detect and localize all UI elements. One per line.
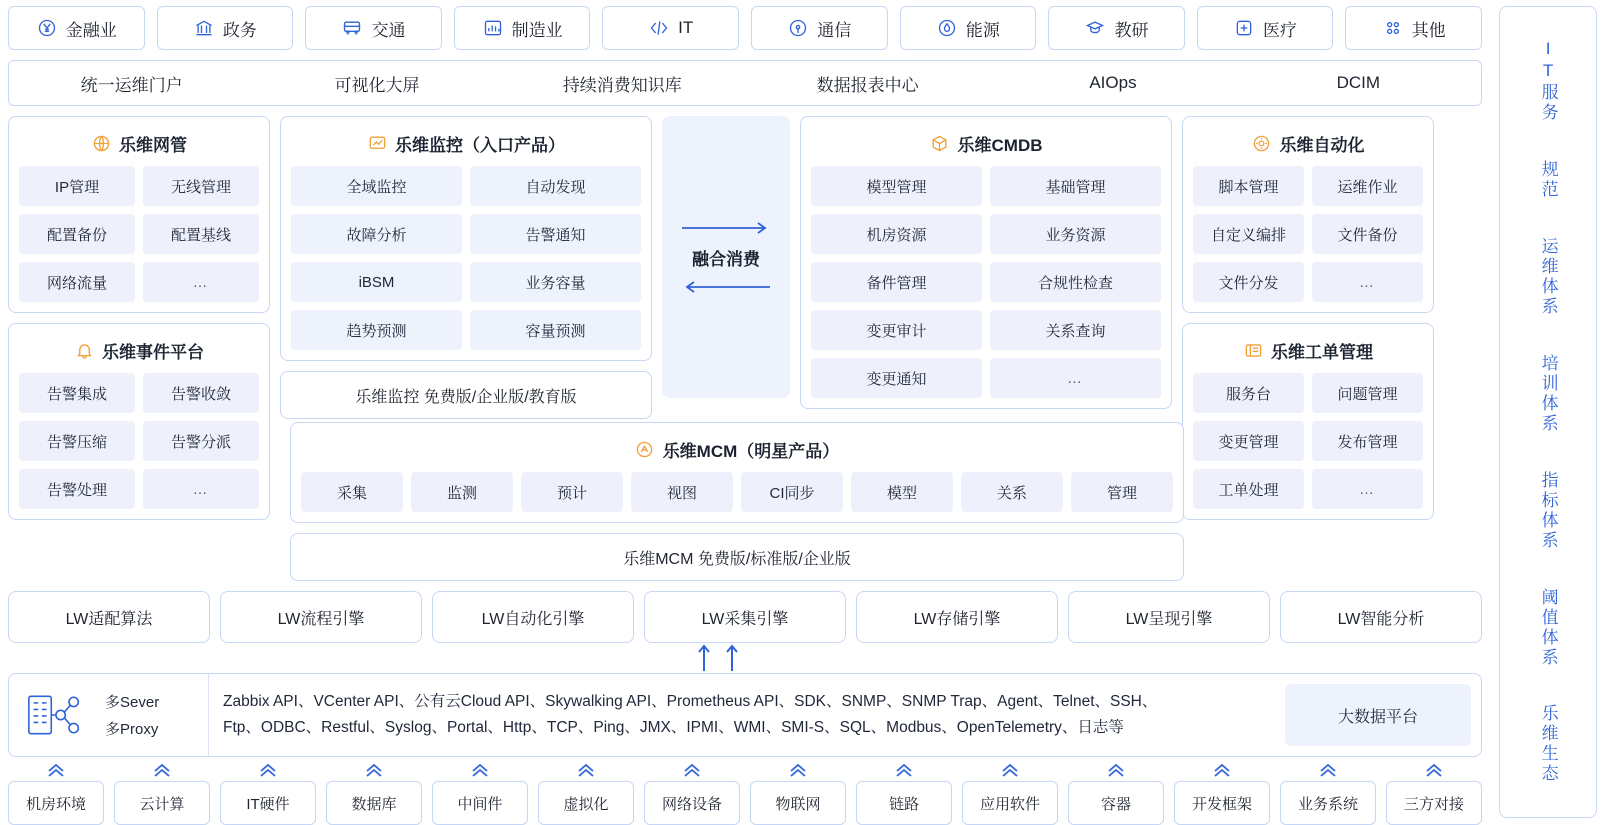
rail-item-it-service[interactable]: IT服务	[1538, 39, 1558, 124]
infra-chip-business-system[interactable]: 业务系统	[1280, 781, 1376, 825]
monitor-edition-band: 乐维监控 免费版/企业版/教育版	[280, 371, 652, 419]
panel-title	[1193, 131, 1423, 156]
industry-chip-government[interactable]	[157, 6, 294, 50]
tile-ibsm[interactable]: iBSM	[291, 262, 462, 302]
panel-title-text: 乐维MCM（明星产品）	[662, 442, 840, 461]
chevron-up-icon	[326, 763, 422, 779]
multi-server-label: 多Sever	[105, 694, 160, 711]
medical-cross-icon	[1233, 17, 1255, 39]
cube-icon	[930, 134, 950, 154]
engine-presentation[interactable]: LW呈现引擎	[1068, 591, 1270, 643]
tile-alarm-notification[interactable]: 告警通知	[470, 214, 641, 254]
tile-alarm-compression[interactable]: 告警压缩	[19, 421, 135, 461]
monitor-icon	[367, 134, 387, 154]
rail-item-metrics-system[interactable]: 指标体系	[1538, 470, 1558, 551]
tile-basic-management[interactable]: 基础管理	[990, 166, 1161, 206]
engine-collection[interactable]: LW采集引擎	[644, 591, 846, 643]
mcm-left-spacer	[8, 412, 280, 581]
tile-problem-management[interactable]: 问题管理	[1312, 373, 1423, 413]
portal-item-aiops[interactable]: AIOps	[1089, 73, 1137, 92]
panel-title	[19, 131, 259, 156]
globe-icon	[91, 134, 111, 154]
tile-management[interactable]: 管理	[1071, 472, 1173, 512]
tile-grid	[301, 472, 1173, 512]
tile-config-baseline[interactable]: 配置基线	[143, 214, 259, 254]
industry-label: 其他	[1411, 20, 1446, 40]
portal-item-knowledge[interactable]: 持续消费知识库	[562, 75, 682, 95]
engine-adapter-algorithm[interactable]: LW适配算法	[8, 591, 210, 643]
tile-grid	[811, 166, 1161, 398]
tile-trend-prediction[interactable]: 趋势预测	[291, 310, 462, 350]
panel-title-text: 乐维CMDB	[957, 136, 1043, 155]
industry-chip-other[interactable]	[1345, 6, 1482, 50]
panel-title	[291, 131, 641, 156]
fusion-consumption-box	[662, 116, 790, 398]
droplet-icon	[936, 17, 958, 39]
portal-row	[8, 60, 1482, 106]
tile-file-distribution[interactable]: 文件分发	[1193, 262, 1304, 302]
industry-label: 能源	[965, 20, 1000, 40]
infra-chip-container[interactable]: 容器	[1068, 781, 1164, 825]
chevron-up-icon	[1386, 763, 1482, 779]
tile-view[interactable]: 视图	[631, 472, 733, 512]
tile-more[interactable]: …	[990, 358, 1161, 398]
infra-chip-database[interactable]: 数据库	[326, 781, 422, 825]
chevron-up-icon	[538, 763, 634, 779]
server-network-icon	[9, 674, 101, 756]
chevron-up-icon	[114, 763, 210, 779]
multi-proxy-label: 多Proxy	[105, 721, 159, 738]
tile-ci-sync[interactable]: CI同步	[741, 472, 843, 512]
signal-circle-icon	[787, 17, 809, 39]
industry-label: 政务	[222, 20, 257, 40]
panel-title	[19, 338, 259, 363]
industry-label: 通信	[817, 20, 852, 40]
tile-capacity-prediction[interactable]: 容量预测	[470, 310, 641, 350]
infra-chip-virtualization[interactable]: 虚拟化	[538, 781, 634, 825]
tile-ops-jobs[interactable]: 运维作业	[1312, 166, 1423, 206]
industry-chip-healthcare[interactable]	[1197, 6, 1334, 50]
bottom-chevron-row	[8, 763, 1482, 779]
chevron-up-icon	[1068, 763, 1164, 779]
industry-chip-it[interactable]	[602, 6, 739, 50]
industry-label: IT	[678, 18, 694, 37]
upward-arrows	[8, 643, 1482, 669]
tile-change-audit[interactable]: 变更审计	[811, 310, 982, 350]
engine-process[interactable]: LW流程引擎	[220, 591, 422, 643]
arrow-left-icon	[680, 278, 772, 296]
fusion-column	[662, 116, 790, 398]
tile-more[interactable]: …	[1312, 262, 1423, 302]
monitor-column	[280, 116, 652, 419]
portal-item-reports[interactable]: 数据报表中心	[816, 75, 919, 95]
industry-label: 制造业	[511, 20, 563, 40]
tile-grid	[1193, 166, 1423, 302]
infra-chip-dev-framework[interactable]: 开发框架	[1174, 781, 1270, 825]
datasource-multi	[101, 674, 209, 756]
tile-wireless-management[interactable]: 无线管理	[143, 166, 259, 206]
panel-network-management	[8, 116, 270, 313]
panel-title-text: 乐维网管	[119, 136, 187, 155]
portal-item-unified[interactable]: 统一运维门户	[80, 75, 183, 95]
infra-chip-link[interactable]: 链路	[856, 781, 952, 825]
ticket-icon	[1243, 341, 1263, 361]
tile-grid	[19, 166, 259, 302]
tile-business-capacity[interactable]: 业务容量	[470, 262, 641, 302]
datasource-protocols	[209, 674, 1275, 756]
panel-monitoring	[280, 116, 652, 361]
tile-custom-orchestration[interactable]: 自定义编排	[1193, 214, 1304, 254]
tile-alarm-dispatch[interactable]: 告警分派	[143, 421, 259, 461]
chevron-up-icon	[962, 763, 1058, 779]
graduation-icon	[1084, 17, 1106, 39]
tile-global-monitoring[interactable]: 全域监控	[291, 166, 462, 206]
tile-more[interactable]: …	[1312, 469, 1423, 509]
mcm-edition-band: 乐维MCM 免费版/标准版/企业版	[290, 533, 1184, 581]
portal-item-dcim[interactable]: DCIM	[1336, 73, 1381, 92]
chevron-up-icon	[644, 763, 740, 779]
tile-auto-discovery[interactable]: 自动发现	[470, 166, 641, 206]
tile-datacenter-resource[interactable]: 机房资源	[811, 214, 982, 254]
fusion-label: 融合消费	[692, 249, 760, 269]
tile-service-desk[interactable]: 服务台	[1193, 373, 1304, 413]
tile-config-backup[interactable]: 配置备份	[19, 214, 135, 254]
infra-chip-middleware[interactable]: 中间件	[432, 781, 528, 825]
chevron-up-icon	[856, 763, 952, 779]
side-rail	[1499, 6, 1597, 818]
datasource-row	[8, 673, 1482, 757]
industry-label: 医疗	[1263, 20, 1298, 40]
industry-label: 交通	[371, 20, 406, 40]
industry-chip-education[interactable]	[1048, 6, 1185, 50]
tile-model-management[interactable]: 模型管理	[811, 166, 982, 206]
infrastructure-row	[8, 781, 1482, 825]
bigdata-platform[interactable]: 大数据平台	[1285, 684, 1471, 746]
tile-script-management[interactable]: 脚本管理	[1193, 166, 1304, 206]
rail-item-training-system[interactable]: 培训体系	[1538, 353, 1558, 434]
mcm-right-spacer	[1194, 412, 1482, 581]
bus-icon	[341, 17, 363, 39]
arrow-up-icon	[692, 641, 752, 671]
engine-row	[8, 591, 1482, 643]
protocols-line-2: Ftp、ODBC、Restful、Syslog、Portal、Http、TCP、Ping、JMX、IPMI、WMI、SMI-S、SQL、Modbus、OpenTelemetry、日志等	[223, 719, 1124, 736]
tile-ip-management[interactable]: IP管理	[19, 166, 135, 206]
tile-relation[interactable]: 关系	[961, 472, 1063, 512]
tile-business-resource[interactable]: 业务资源	[990, 214, 1161, 254]
tile-alarm-convergence[interactable]: 告警收敛	[143, 373, 259, 413]
engine-storage[interactable]: LW存储引擎	[856, 591, 1058, 643]
tile-file-backup[interactable]: 文件备份	[1312, 214, 1423, 254]
infra-chip-application-software[interactable]: 应用软件	[962, 781, 1058, 825]
mcm-icon	[635, 440, 655, 460]
tile-monitoring[interactable]: 监测	[411, 472, 513, 512]
infra-chip-third-party[interactable]: 三方对接	[1386, 781, 1482, 825]
industry-chip-energy[interactable]	[900, 6, 1037, 50]
chevron-up-icon	[220, 763, 316, 779]
tile-release-management[interactable]: 发布管理	[1312, 421, 1423, 461]
portal-item-visualization[interactable]: 可视化大屏	[334, 75, 420, 95]
factory-chart-icon	[482, 17, 504, 39]
tile-relation-query[interactable]: 关系查询	[990, 310, 1161, 350]
chevron-up-icon	[750, 763, 846, 779]
tile-compliance-check[interactable]: 合规性检查	[990, 262, 1161, 302]
rail-item-threshold-system[interactable]: 阈值体系	[1538, 587, 1558, 668]
tile-change-notification[interactable]: 变更通知	[811, 358, 982, 398]
industry-chip-telecom[interactable]	[751, 6, 888, 50]
infra-chip-iot[interactable]: 物联网	[750, 781, 846, 825]
infra-chip-datacenter-env[interactable]: 机房环境	[8, 781, 104, 825]
yuan-circle-icon	[36, 17, 58, 39]
tile-forecast[interactable]: 预计	[521, 472, 623, 512]
tile-spare-parts[interactable]: 备件管理	[811, 262, 982, 302]
engine-automation[interactable]: LW自动化引擎	[432, 591, 634, 643]
panel-title	[301, 437, 1173, 462]
tile-more[interactable]: …	[143, 469, 259, 509]
code-icon	[648, 17, 670, 39]
rail-item-ecosystem[interactable]: 乐维生态	[1538, 704, 1558, 785]
mcm-row	[8, 412, 1482, 581]
tile-grid	[291, 166, 641, 350]
arrow-right-icon	[680, 219, 772, 237]
tile-collection[interactable]: 采集	[301, 472, 403, 512]
tile-alarm-handling[interactable]: 告警处理	[19, 469, 135, 509]
panel-title	[1193, 338, 1423, 363]
bank-icon	[193, 17, 215, 39]
protocols-line-1: Zabbix API、VCenter API、公有云Cloud API、Skywalking API、Prometheus API、SDK、SNMP、SNMP Trap、Agent、Telnet、SSH、	[223, 693, 1158, 711]
panel-mcm	[290, 422, 1184, 523]
engine-intelligent-analysis[interactable]: LW智能分析	[1280, 591, 1482, 643]
panel-title	[811, 131, 1161, 156]
tile-alarm-integration[interactable]: 告警集成	[19, 373, 135, 413]
industry-chip-transport[interactable]	[305, 6, 442, 50]
chevron-up-icon	[1280, 763, 1376, 779]
chevron-up-icon	[432, 763, 528, 779]
industry-chip-manufacturing[interactable]	[454, 6, 591, 50]
infra-chip-cloud-computing[interactable]: 云计算	[114, 781, 210, 825]
tile-change-management[interactable]: 变更管理	[1193, 421, 1304, 461]
rail-item-ops-system[interactable]: 运维体系	[1538, 237, 1558, 318]
tile-fault-analysis[interactable]: 故障分析	[291, 214, 462, 254]
panel-title-text: 乐维工单管理	[1271, 343, 1373, 362]
rail-item-standards[interactable]: 规范	[1538, 160, 1558, 201]
panel-cmdb	[800, 116, 1172, 409]
cmdb-column	[800, 116, 1172, 409]
infra-chip-it-hardware[interactable]: IT硬件	[220, 781, 316, 825]
industry-label: 金融业	[65, 20, 117, 40]
chevron-up-icon	[1174, 763, 1270, 779]
panel-title-text: 乐维监控（入口产品）	[395, 136, 565, 155]
industry-label: 教研	[1114, 20, 1149, 40]
panel-title-text: 乐维自动化	[1279, 136, 1365, 155]
tile-more[interactable]: …	[143, 262, 259, 302]
tile-network-traffic[interactable]: 网络流量	[19, 262, 135, 302]
gear-circle-icon	[1252, 134, 1272, 154]
chevron-up-icon	[8, 763, 104, 779]
industry-chip-finance[interactable]	[8, 6, 145, 50]
grid-dots-icon	[1382, 17, 1404, 39]
tile-ticket-handling[interactable]: 工单处理	[1193, 469, 1304, 509]
panel-title-text: 乐维事件平台	[102, 343, 204, 362]
panel-automation	[1182, 116, 1434, 313]
industry-row	[8, 6, 1482, 50]
infra-chip-network-device[interactable]: 网络设备	[644, 781, 740, 825]
bell-icon	[74, 341, 94, 361]
tile-model[interactable]: 模型	[851, 472, 953, 512]
mcm-wrap	[290, 412, 1184, 581]
